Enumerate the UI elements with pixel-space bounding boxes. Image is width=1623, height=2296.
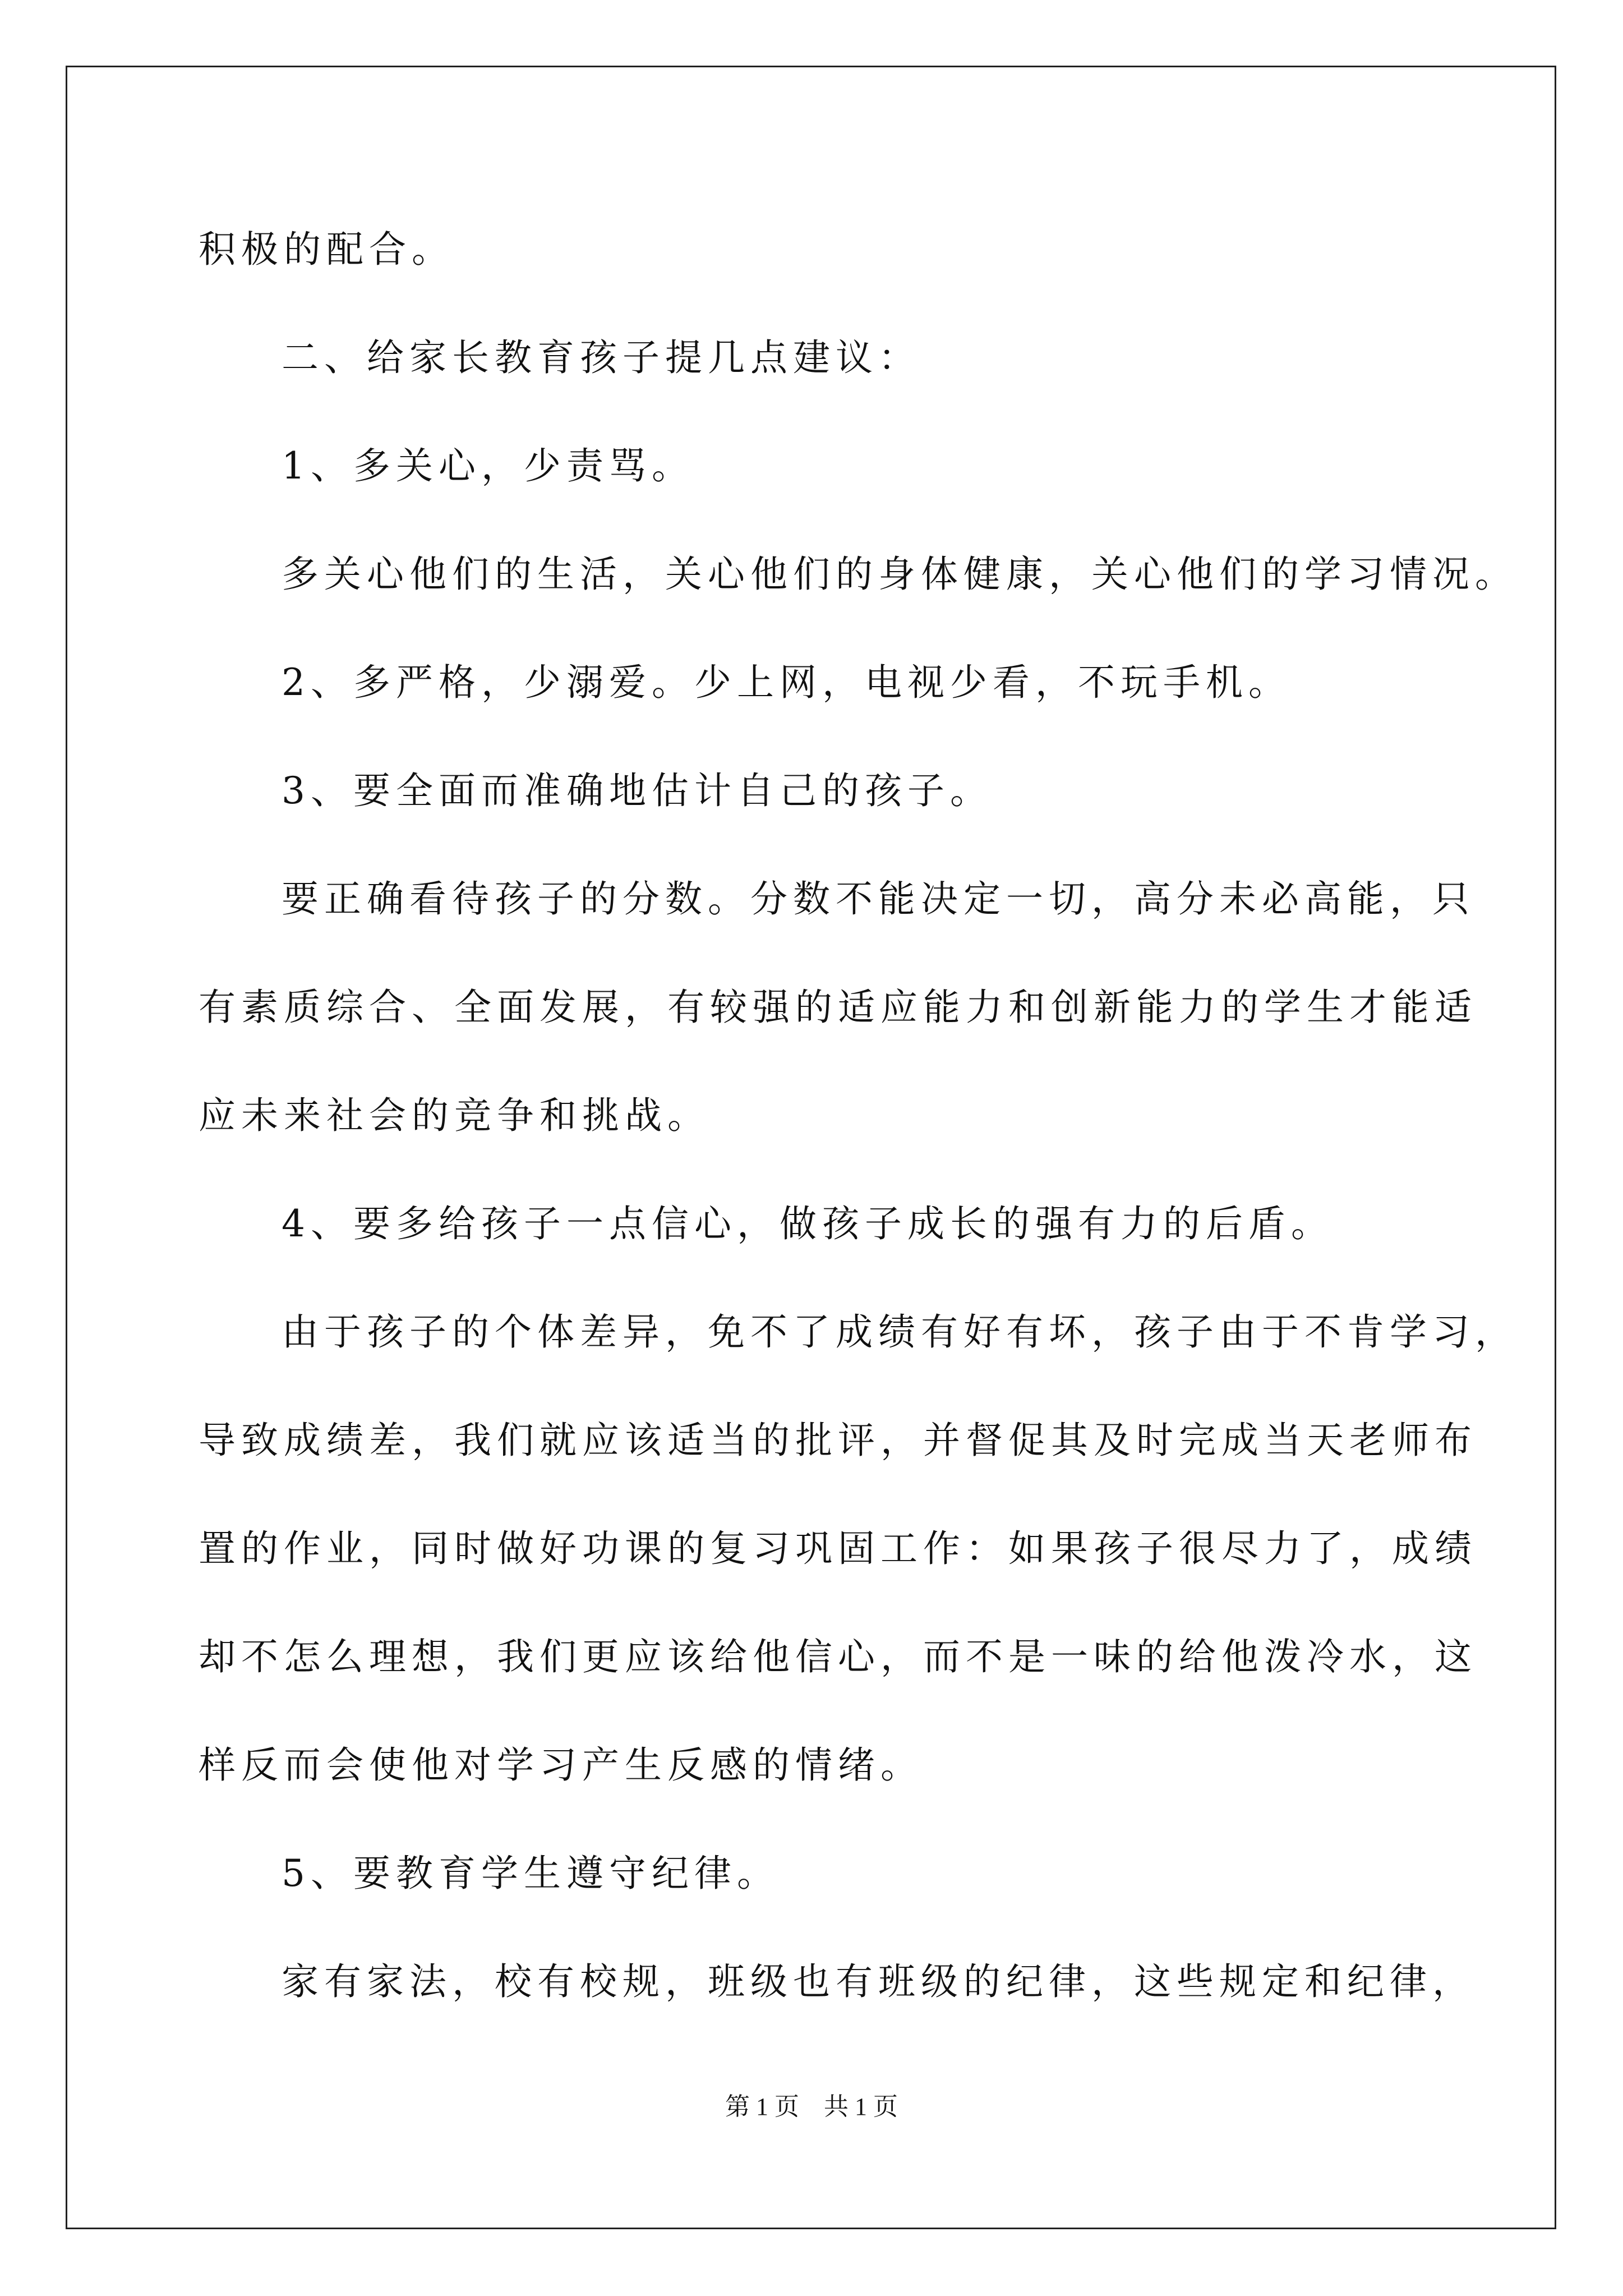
list-item-heading: 5、要教育学生遵守纪律。 bbox=[282, 1852, 780, 1895]
list-item-heading: 1、多关心，少责骂。 bbox=[282, 444, 694, 487]
page-border bbox=[66, 66, 1556, 2229]
section-heading: 二、给家长教育孩子提几点建议： bbox=[282, 336, 921, 379]
paragraph-line: 导致成绩差，我们就应该适当的批评，并督促其及时完成当天老师布 bbox=[199, 1419, 1477, 1462]
paragraph-line: 由于孩子的个体差异，免不了成绩有好有坏，孩子由于不肯学习， bbox=[282, 1310, 1518, 1354]
paragraph-line: 置的作业，同时做好功课的复习巩固工作：如果孩子很尽力了，成绩 bbox=[199, 1527, 1477, 1570]
list-item-heading: 4、要多给孩子一点信心，做孩子成长的强有力的后盾。 bbox=[282, 1202, 1334, 1245]
paragraph-line: 样反而会使他对学习产生反感的情绪。 bbox=[199, 1743, 923, 1787]
paragraph-line: 有素质综合、全面发展，有较强的适应能力和创新能力的学生才能适 bbox=[199, 986, 1477, 1029]
list-item-heading: 3、要全面而准确地估计自己的孩子。 bbox=[282, 769, 993, 812]
list-item-heading: 2、多严格，少溺爱。少上网，电视少看，不玩手机。 bbox=[282, 661, 1291, 704]
page-number-footer: 第 1 页 共 1 页 bbox=[725, 2093, 898, 2120]
paragraph-line: 却不怎么理想，我们更应该给他信心，而不是一味的给他泼冷水，这 bbox=[199, 1635, 1477, 1678]
paragraph-line: 应未来社会的竞争和挑战。 bbox=[199, 1094, 710, 1137]
paragraph-line: 要正确看待孩子的分数。分数不能决定一切，高分未必高能，只 bbox=[282, 877, 1475, 921]
paragraph-line: 家有家法，校有校规，班级也有班级的纪律，这些规定和纪律， bbox=[282, 1960, 1475, 2003]
paragraph-line: 多关心他们的生活，关心他们的身体健康，关心他们的学习情况。 bbox=[282, 553, 1518, 596]
paragraph-line: 积极的配合。 bbox=[199, 228, 454, 271]
